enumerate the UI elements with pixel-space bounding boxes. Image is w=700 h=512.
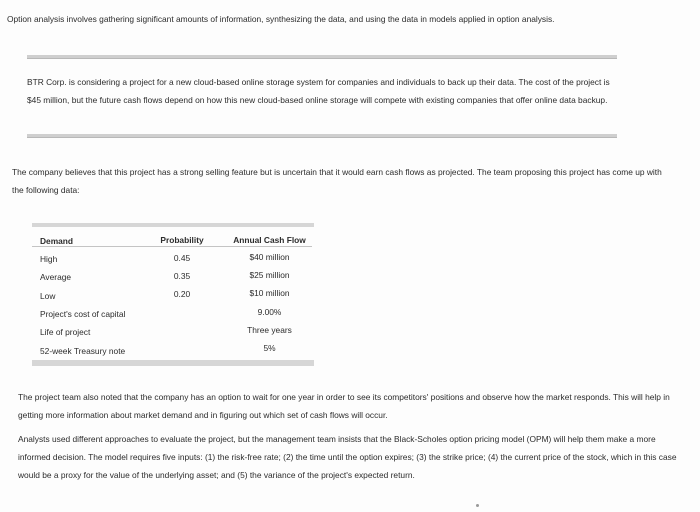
row-prob-low: 0.20 — [173, 289, 191, 299]
row-cash-low: $10 million — [249, 288, 290, 298]
divider-top — [27, 55, 617, 59]
header-probability: Probability — [160, 235, 204, 245]
row-cash-high: $40 million — [249, 252, 290, 262]
opm-paragraph: Analysts used different approaches to evaluate the project, but the management team insists that the Black-Scholes option pricing model (OPM) will help them make a more informed decision. The model requires five inputs: (1) the risk-free rate; (2) the time until the option expires; (3) the strike price; (4) the current price of the stock, which in this case would be a proxy for the value of the underlying asset; and (5) the variance of the project's expected return. — [18, 434, 677, 480]
row-label-low: Low — [40, 291, 56, 301]
stray-mark — [476, 504, 479, 507]
row-prob-average: 0.35 — [173, 271, 191, 281]
row-prob-high: 0.45 — [173, 253, 191, 263]
wait-option-paragraph: The project team also noted that the company has an option to wait for one year in order to see its competitors' positions and observe how the market responds. This will help in getting more information about market demand and in figuring out which set of cash flows will occur. — [18, 392, 670, 420]
row-value-treasury: 5% — [263, 343, 276, 353]
header-underline — [32, 246, 312, 247]
intro-paragraph: Option analysis involves gathering significant amounts of information, synthesizing the data, and using the data in models applied in option analysis. — [7, 14, 555, 24]
scenario-paragraph: BTR Corp. is considering a project for a new cloud-based online storage system for companies and individuals to back up their data. The cost of the project is $45 million, but the future cash flows depend on how this new cloud-based online storage will compete with existing companies that offer online data backup. — [27, 77, 610, 105]
table-top-border — [32, 223, 314, 227]
row-label-treasury: 52-week Treasury note — [40, 346, 126, 356]
table-bottom-border — [32, 360, 314, 366]
header-cash-flow: Annual Cash Flow — [233, 235, 306, 245]
header-demand: Demand — [40, 236, 74, 246]
row-label-life: Life of project — [40, 327, 91, 337]
row-value-cost-of-capital: 9.00% — [257, 307, 282, 317]
project-data-table — [32, 223, 314, 368]
row-label-average: Average — [40, 272, 72, 282]
divider-middle — [27, 134, 617, 138]
belief-paragraph: The company believes that this project has a strong selling feature but is uncertain that it would earn cash flows as projected. The team proposing this project has come up with the following data: — [12, 167, 662, 195]
row-cash-average: $25 million — [249, 270, 290, 280]
row-label-cost-of-capital: Project's cost of capital — [40, 309, 126, 319]
row-label-high: High — [40, 254, 58, 264]
row-value-life: Three years — [247, 325, 292, 335]
